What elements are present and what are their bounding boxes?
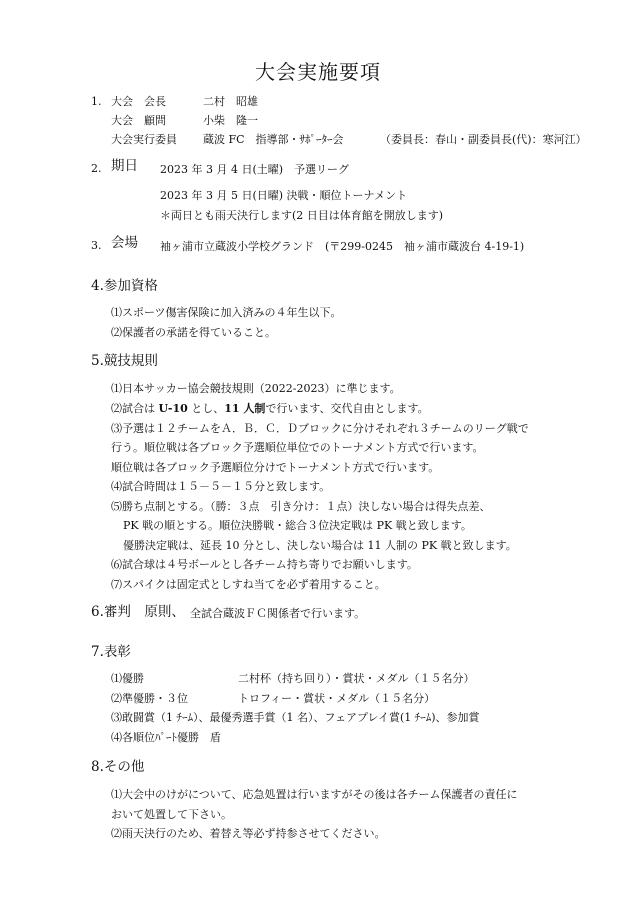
other-item-2: ⑵雨天決行のため、着替え等必ず持参させてください。	[111, 827, 386, 840]
rules-heading: 5.競技規則	[91, 353, 158, 369]
rule-7: ⑺スパイクは固定式としすね当てを必ず着用すること。	[111, 578, 386, 591]
rule-3: ⑶予選は１２チームをＡ．Ｂ．Ｃ．Ｄブロックに分けそれぞれ３チームのリーグ戦で	[111, 422, 529, 435]
date-day-2: 2023 年 3 月 5 日(日曜) 決戦・順位トーナメント	[160, 189, 408, 202]
other-heading: 8.その他	[91, 759, 145, 775]
page-title: 大会実施要項	[255, 60, 381, 84]
age-category: U-10	[158, 402, 188, 415]
section-3-number: 3.	[91, 239, 102, 252]
rule-5-cont: 優勝決定戦は、延長 10 分とし、決しない場合は 11 人制の PK 戦と致します。	[123, 539, 517, 552]
eligibility-heading: 4.参加資格	[91, 278, 158, 294]
award-winner-value: 二村杯（持ち回り）・賞状・メダル（１５名分）	[238, 672, 475, 685]
referee-text: 全試合蔵波ＦＣ関係者で行います。	[190, 607, 366, 620]
players-format: 11 人制	[224, 402, 266, 415]
venue-heading: 会場	[111, 235, 138, 251]
section-1-number: 1.	[91, 95, 102, 108]
rule-1: ⑴日本サッカー協会競技規則（2022-2023）に準じます。	[111, 382, 401, 395]
committee-note: （委員長：春山・副委員長(代)：寒河江）	[380, 133, 587, 146]
award-shield: ⑷各順位ﾊﾟｰﾄ優勝 盾	[111, 731, 221, 744]
award-runnerup-label: ⑵準優勝・３位	[111, 692, 188, 705]
other-item-1-cont: おいて処置して下さい。	[111, 808, 232, 821]
rule-3-cont: 順位戦は各ブロック予選順位分けでトーナメント方式で行います。	[111, 461, 440, 474]
rule-4: ⑷試合時間は１５－５－１５分と致します。	[111, 480, 331, 493]
chairman-label: 大会 会長	[111, 95, 166, 108]
award-special: ⑶敢闘賞（1 ﾁｰﾑ）、最優秀選手賞（1 名）、フェアプレイ賞(1 ﾁｰﾑ)、参加賞	[111, 711, 480, 724]
award-winner-label: ⑴優勝	[111, 672, 144, 685]
rain-note: ＊両日とも雨天決行します(2 日目は体育館を開放します)	[160, 209, 444, 222]
venue-text: 袖ヶ浦市立蔵波小学校グランド (〒299-0245 袖ヶ浦市蔵波台 4-19-1)	[160, 240, 525, 253]
other-item-1: ⑴大会中のけがについて、応急処置は行いますがその後は各チーム保護者の責任に	[111, 788, 518, 801]
eligibility-item: ⑵保護者の承諾を得ていること。	[111, 326, 276, 339]
date-heading: 期日	[111, 158, 138, 174]
chairman-name: 二村 昭雄	[203, 95, 258, 108]
advisor-label: 大会 顧問	[111, 114, 166, 127]
referee-heading: 6.審判 原則、	[91, 604, 185, 620]
rule-3-cont: 行う。順位戦は各ブロック予選順位単位でのトーナメント方式で行います。	[111, 441, 484, 454]
rule-5: ⑸勝ち点制とする。（勝：３点 引き分け：１点）決しない場合は得失点差、	[111, 500, 491, 513]
awards-heading: 7.表彰	[91, 644, 131, 660]
section-2-number: 2.	[91, 162, 102, 175]
eligibility-item: ⑴スポーツ傷害保険に加入済みの４年生以下。	[111, 306, 342, 319]
committee-label: 大会実行委員	[111, 133, 177, 146]
award-runnerup-value: トロフィー・賞状・メダル（１５名分）	[238, 692, 436, 705]
advisor-name: 小柴 隆一	[203, 114, 258, 127]
rule-2: ⑵試合は U-10 とし、11 人制で行います、交代自由とします。	[111, 402, 429, 415]
date-day-1: 2023 年 3 月 4 日(土曜) 予選リーグ	[160, 163, 350, 176]
committee-value: 蔵波 FC 指導部・ｻﾎﾟｰﾀｰ会	[203, 133, 344, 146]
rule-5-cont: PK 戦の順とする。順位決勝戦・総合３位決定戦は PK 戦と致します。	[123, 519, 472, 532]
rule-6: ⑹試合球は４号ボールとし各チーム持ち寄りでお願いします。	[111, 558, 418, 571]
